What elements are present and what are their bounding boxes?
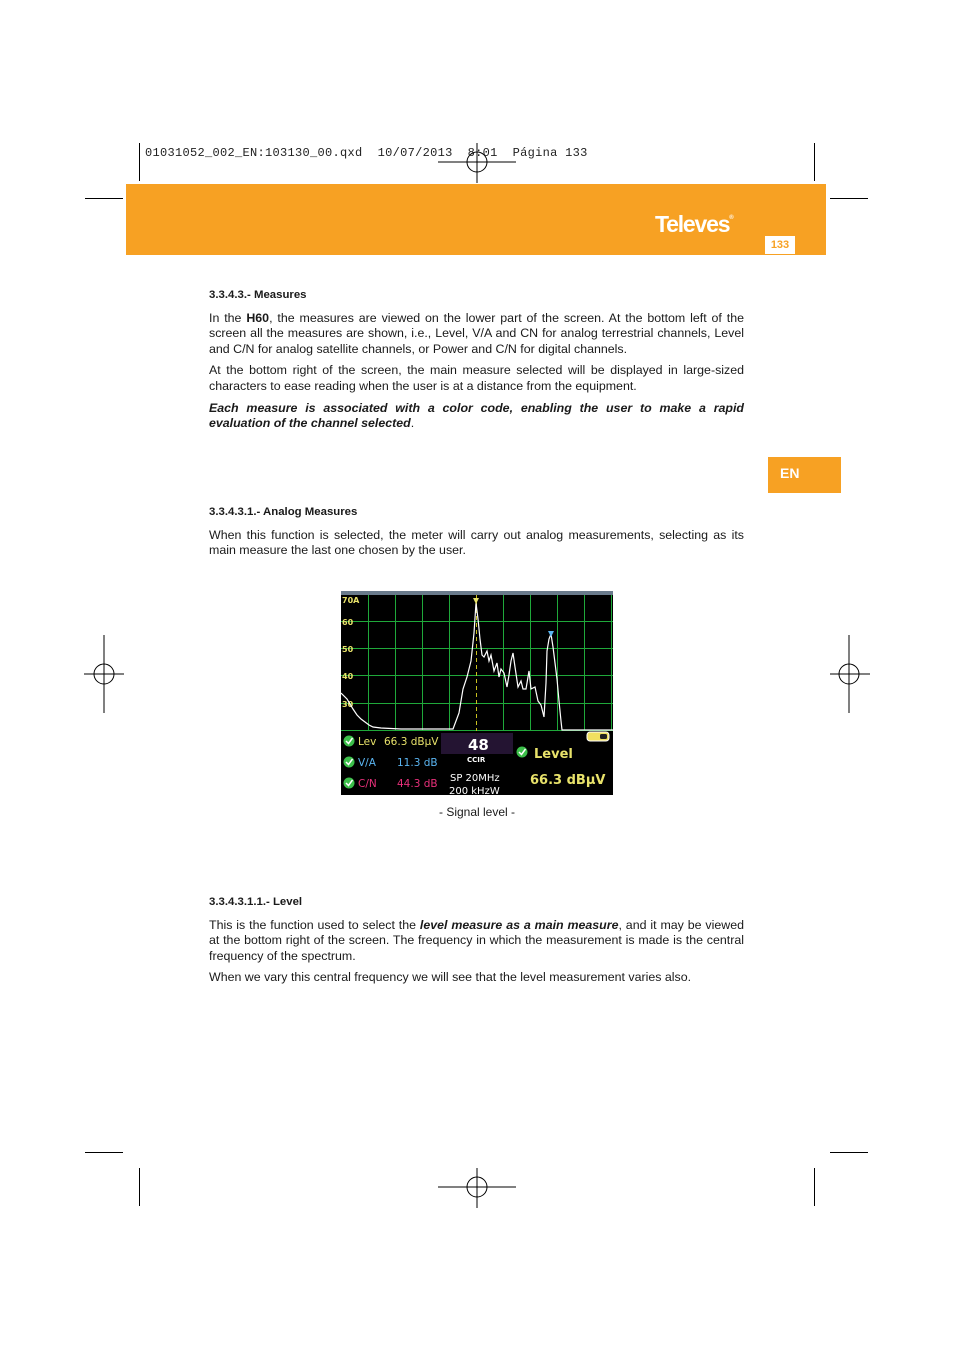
registration-mark-right [830, 635, 870, 713]
slug-file: 01031052_002_EN:103130_00.qxd [145, 146, 363, 160]
slug-page: Página 133 [512, 146, 588, 160]
measure-row-cn [344, 778, 438, 791]
section-analog-measures [209, 505, 744, 559]
y-label-3: 40 [342, 672, 354, 681]
paragraph: When we vary this central frequency we will see that the level measurement varies also. [209, 970, 692, 985]
paragraph-emphasis: Each measure is associated with a color code, enabling the user to make a rapid evaluation of the channel selected. [209, 400, 744, 431]
crop-mark [814, 1168, 815, 1206]
print-slug [145, 146, 588, 160]
figure-caption: - Signal level - [438, 805, 516, 819]
paragraph: At the bottom right of the screen, the main measure selected will be displayed in large-sized characters to ease reading when the user is at a distance from the equipment. [209, 363, 744, 393]
y-label-1: 60 [342, 618, 354, 627]
peak-marker-level [473, 598, 479, 604]
measure-name-cn: C/N [358, 778, 377, 790]
battery-icon [587, 732, 609, 741]
meter-screen [341, 591, 613, 795]
crop-mark [85, 1152, 123, 1153]
emphasis: level measure as a main measure [419, 917, 619, 932]
paragraph: In the H60, the measures are viewed on the lower part of the screen. At the bottom left of the screen all the measures are shown, i.e., Level, V/A and CN for analog terrestrial channels, Level and C/N for analog satellite channels, or Power and C/N for digital channels. [209, 310, 744, 356]
y-label-2: 50 [342, 645, 354, 654]
section-measures [209, 288, 744, 432]
y-label-0: 70A [342, 596, 360, 605]
section-heading: 3.3.4.3.- Measures [209, 289, 307, 301]
paragraph: When this function is selected, the meter will carry out analog measurements, selecting as its main measure the last one chosen by the user. [209, 527, 744, 558]
meter-screen-svg [341, 591, 613, 795]
slug-time: 8:01 [467, 146, 498, 160]
channel-standard: CCIR [467, 756, 486, 764]
section-level [209, 895, 744, 986]
language-tab: EN [768, 457, 841, 493]
peak-marker-va [548, 631, 554, 637]
main-measure-check-circle [517, 747, 528, 758]
section-heading: 3.3.4.3.1.- Analog Measures [209, 506, 358, 518]
crop-mark [139, 143, 140, 181]
measure-value-cn: 44.3 dB [397, 778, 438, 790]
span-value: SP 20MHz [450, 773, 500, 784]
page-number: 133 [765, 236, 795, 254]
measure-value-va: 11.3 dB [397, 757, 438, 769]
rbw-value: 200 kHzW [449, 786, 500, 795]
paragraph: This is the function used to select the level measure as a main measure, and it may be viewed at the bottom right of the screen. The frequency in which the measurement is made is the central frequency of the spectrum. [209, 917, 744, 963]
section-heading: 3.3.4.3.1.1.- Level [209, 896, 303, 908]
y-label-4: 30 [342, 700, 354, 709]
slug-date: 10/07/2013 [377, 146, 453, 160]
crop-mark [814, 143, 815, 181]
registration-mark-bottom [438, 1168, 516, 1208]
measure-row-level [344, 736, 440, 749]
measure-name-level: Lev [358, 736, 377, 748]
crop-mark [85, 198, 123, 199]
crop-mark [830, 1152, 868, 1153]
measure-value-level: 66.3 dBµV [384, 736, 439, 748]
televes-logo: Televes® [655, 211, 734, 237]
y-axis-labels [342, 596, 360, 709]
crop-mark [830, 198, 868, 199]
model-name: H60 [246, 310, 270, 325]
main-measure-label: Level [534, 747, 573, 762]
channel-number: 48 [468, 736, 489, 754]
measure-row-va [344, 757, 438, 770]
screen-top-bar [341, 591, 613, 595]
measure-name-va: V/A [358, 757, 376, 769]
registration-mark-left [84, 635, 124, 713]
crop-mark [139, 1168, 140, 1206]
main-measure-value: 66.3 dBµV [530, 773, 606, 788]
